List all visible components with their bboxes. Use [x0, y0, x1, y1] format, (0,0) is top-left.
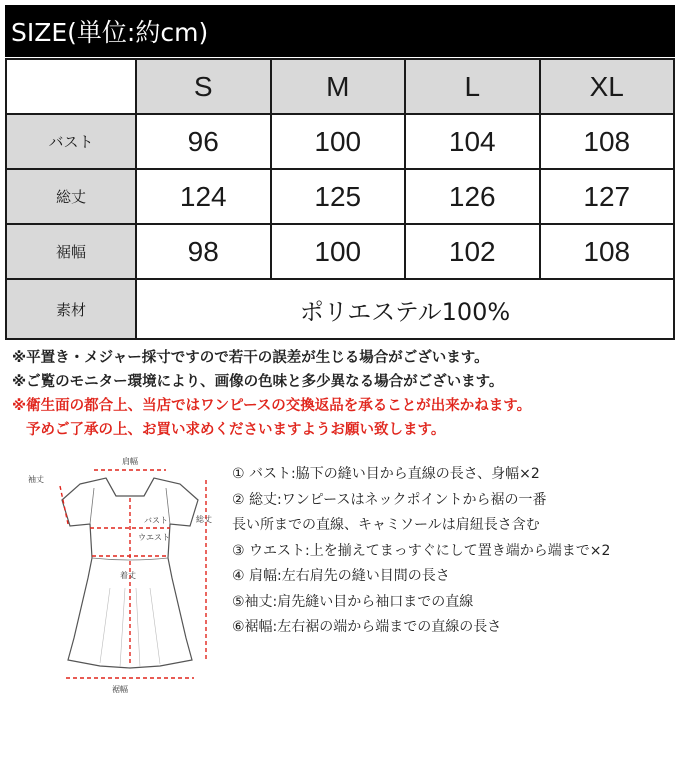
- size-table: [5, 58, 675, 340]
- cell-hem-xl: 108: [540, 224, 675, 279]
- diagram-label-sleeve: 袖丈: [28, 475, 44, 484]
- cell-bust-l: 104: [405, 114, 540, 169]
- page-title: SIZE(単位:約cm): [11, 18, 209, 47]
- size-header-s: S: [136, 59, 271, 114]
- row-label-hem: 裾幅: [6, 224, 136, 279]
- cell-length-l: 126: [405, 169, 540, 224]
- cell-material: ポリエステル100%: [136, 279, 674, 339]
- table-corner-cell: [6, 59, 136, 114]
- table-row-hem: [6, 224, 674, 279]
- diagram-label-total-length: 総丈: [196, 515, 212, 524]
- desc-hem: ⑥裾幅:左右裾の端から端までの直線の長さ: [232, 619, 502, 635]
- note-measurement: ※平置き・メジャー採寸ですので若干の誤差が生じる場合がございます。: [12, 350, 489, 366]
- note-no-returns: ※衛生面の都合上、当店ではワンピースの交換返品を承ることが出来かねます。: [12, 398, 532, 414]
- cell-length-m: 125: [271, 169, 406, 224]
- dress-diagram: [20, 448, 225, 698]
- row-label-bust: バスト: [6, 114, 136, 169]
- cell-length-s: 124: [136, 169, 271, 224]
- diagram-label-hem: 裾幅: [112, 685, 128, 694]
- waist-seam: [92, 558, 168, 560]
- size-header-m: M: [271, 59, 406, 114]
- cell-length-xl: 127: [540, 169, 675, 224]
- desc-shoulder: ④ 肩幅:左右肩先の縫い目間の長さ: [232, 568, 450, 584]
- desc-bust: ① バスト:脇下の縫い目から直線の長さ、身幅×2: [232, 466, 540, 482]
- cell-hem-l: 102: [405, 224, 540, 279]
- desc-total-length-cont: 長い所までの直線、キャミソールは肩紐長さ含む: [232, 517, 540, 533]
- table-row-material: [6, 279, 674, 339]
- cell-bust-s: 96: [136, 114, 271, 169]
- cell-bust-m: 100: [271, 114, 406, 169]
- diagram-label-shoulder: 肩幅: [122, 457, 138, 466]
- cell-hem-s: 98: [136, 224, 271, 279]
- table-row-total-length: [6, 169, 674, 224]
- size-header-row: [6, 59, 674, 114]
- notes-block: [12, 346, 672, 442]
- table-row-bust: [6, 114, 674, 169]
- left-sleeve-seam: [90, 488, 94, 524]
- size-header-xl: XL: [540, 59, 675, 114]
- measurement-descriptions: [232, 462, 672, 641]
- note-monitor: ※ご覧のモニター環境により、画像の色味と多少異なる場合がございます。: [12, 374, 504, 390]
- desc-sleeve: ⑤袖丈:肩先縫い目から袖口までの直線: [232, 593, 474, 610]
- diagram-label-bust: バスト: [144, 516, 168, 525]
- diagram-label-length: 着丈: [120, 571, 136, 580]
- size-header-l: L: [405, 59, 540, 114]
- desc-waist: ③ ウエスト:上を揃えてまっすぐにして置き端から端まで×2: [232, 542, 611, 559]
- cell-hem-m: 100: [271, 224, 406, 279]
- title-bar: [5, 5, 675, 57]
- note-acknowledge: 予めご了承の上、お買い求めくださいますようお願い致します。: [26, 422, 446, 438]
- row-label-material: 素材: [6, 279, 136, 339]
- cell-bust-xl: 108: [540, 114, 675, 169]
- row-label-total-length: 総丈: [6, 169, 136, 224]
- dress-neckline: [106, 478, 154, 496]
- diagram-label-waist: ウエスト: [138, 533, 170, 542]
- desc-total-length: ② 総丈:ワンピースはネックポイントから裾の一番: [232, 491, 547, 508]
